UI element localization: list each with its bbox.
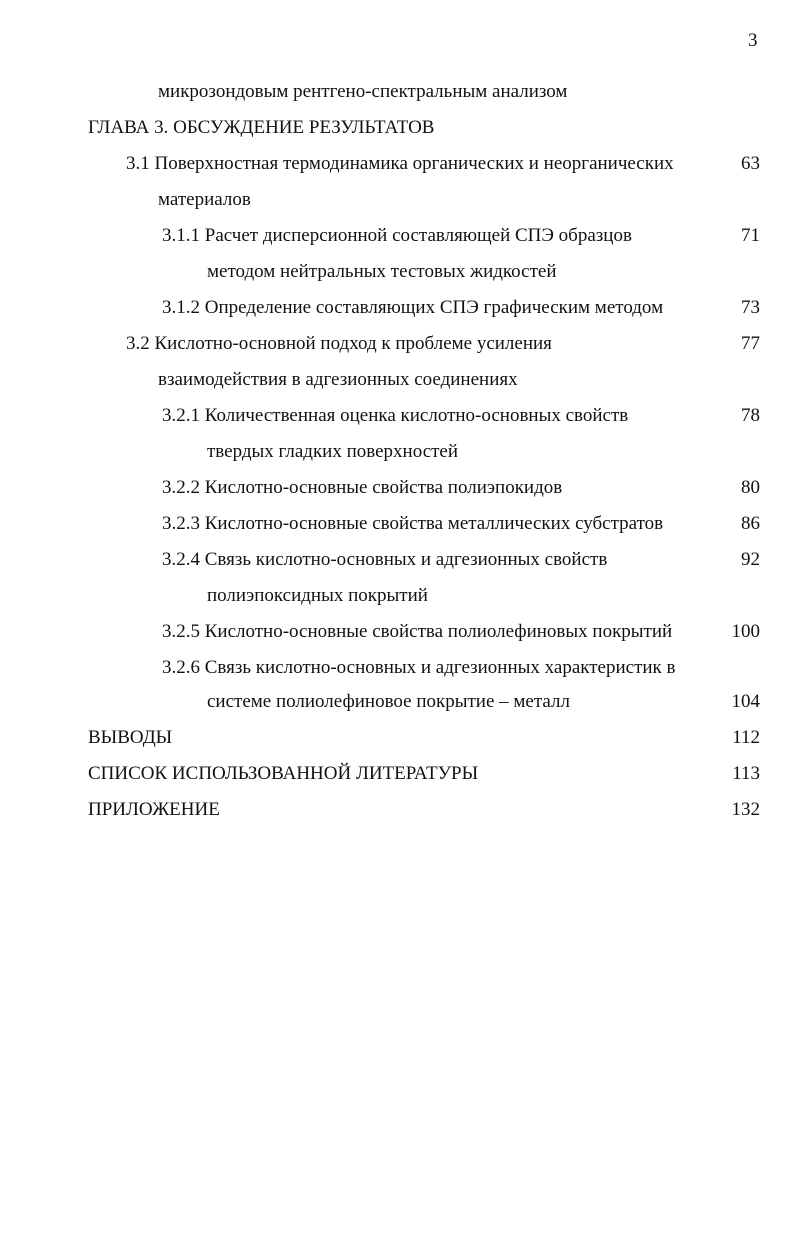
- toc-line: 3.1.2 Определение составляющих СПЭ графическим методом: [162, 297, 664, 318]
- toc-page: 104: [731, 691, 760, 712]
- toc-line: 3.2.2 Кислотно-основные свойства полиэпокидов: [162, 477, 563, 498]
- page-number: 3: [748, 30, 758, 51]
- toc-page: 73: [741, 297, 760, 318]
- toc-line: 3.2.3 Кислотно-основные свойства металлических субстратов: [162, 513, 664, 534]
- toc-line: материалов: [158, 189, 251, 210]
- toc-line: взаимодействия в адгезионных соединениях: [158, 369, 518, 390]
- toc-page: 71: [741, 225, 760, 246]
- toc-page: 80: [741, 477, 760, 498]
- toc-line: 3.2.6 Связь кислотно-основных и адгезионных характеристик в: [162, 657, 676, 678]
- toc-line: 3.2 Кислотно-основной подход к проблеме усиления: [126, 333, 552, 354]
- toc-line: микрозондовым рентгено-спектральным анализом: [158, 81, 568, 102]
- toc-page: 78: [741, 405, 760, 426]
- toc-page: 86: [741, 513, 760, 534]
- toc-text: 3.1 Поверхностная термодинамика органических и неорганических: [126, 153, 674, 174]
- toc-heading: ВЫВОДЫ: [88, 727, 173, 748]
- toc-line: системе полиолефиновое покрытие – металл: [207, 691, 570, 712]
- toc-page: 112: [732, 727, 760, 748]
- toc-line: 3.2.5 Кислотно-основные свойства полиолефиновых покрытий: [162, 621, 673, 642]
- toc-page: 113: [732, 763, 760, 784]
- chapter-heading: ГЛАВА 3. ОБСУЖДЕНИЕ РЕЗУЛЬТАТОВ: [88, 117, 435, 138]
- toc-line: полиэпоксидных покрытий: [207, 585, 428, 606]
- toc-line: твердых гладких поверхностей: [207, 441, 459, 462]
- toc-line: методом нейтральных тестовых жидкостей: [207, 261, 557, 282]
- toc-line: 3.2.4 Связь кислотно-основных и адгезионных свойств: [162, 549, 608, 570]
- toc-page: 63: [741, 153, 760, 174]
- toc-page: 92: [741, 549, 760, 570]
- toc-line: 3.1.1 Расчет дисперсионной составляющей СПЭ образцов: [162, 225, 632, 246]
- toc-line: [126, 152, 716, 176]
- toc-page: 132: [731, 799, 760, 820]
- toc-heading: СПИСОК ИСПОЛЬЗОВАННОЙ ЛИТЕРАТУРЫ: [88, 763, 479, 784]
- toc-line: 3.2.1 Количественная оценка кислотно-основных свойств: [162, 405, 629, 426]
- toc-page: 100: [731, 621, 760, 642]
- toc-page: 77: [741, 333, 760, 354]
- toc-heading: ПРИЛОЖЕНИЕ: [88, 799, 220, 820]
